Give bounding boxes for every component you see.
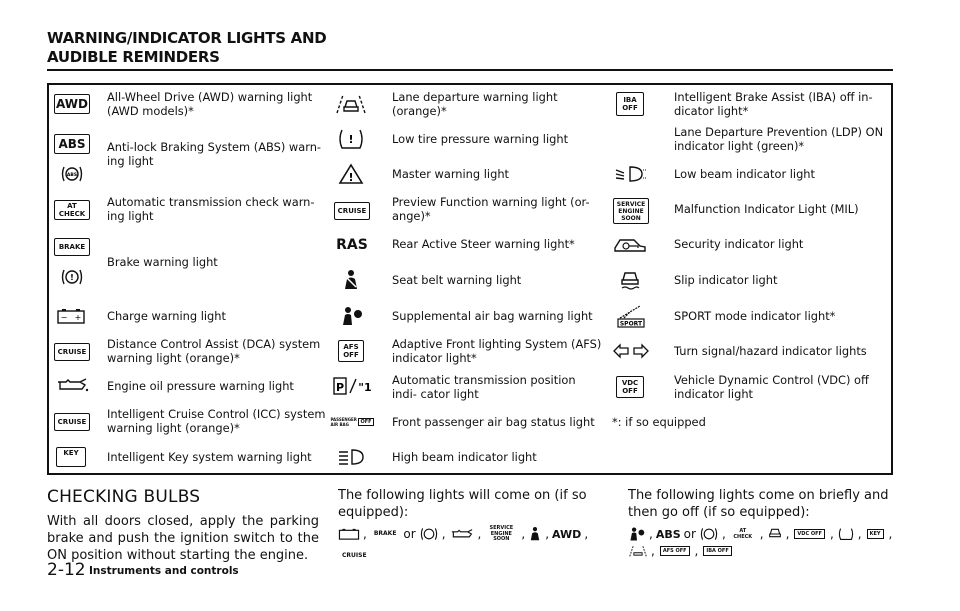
sport-mode-icon	[616, 304, 646, 328]
list-item: Automatic transmission position indi- cator light	[392, 373, 576, 401]
abs-icon: ABS	[54, 133, 90, 155]
svg-text:!: !	[70, 273, 74, 282]
list-item: All-Wheel Drive (AWD) warning light (AWD models)*	[107, 90, 313, 118]
list-item: Brake warning light	[107, 255, 218, 269]
list-item: Intelligent Cruise Control (ICC) system warning light (orange)*	[107, 407, 326, 435]
list-item: Engine oil pressure warning light	[107, 379, 294, 393]
turn-signal-icon	[612, 342, 650, 360]
header-line-2: AUDIBLE REMINDERS	[47, 48, 220, 66]
list-item: Distance Control Assist (DCA) system warning light (orange)*	[107, 337, 321, 365]
right-paragraph: The following lights come on briefly and then go off (if so equipped):	[628, 488, 889, 520]
lane-departure-icon	[628, 544, 648, 558]
brake-icon: BRAKE	[54, 236, 90, 258]
high-beam-icon	[336, 446, 366, 468]
list-item: Automatic transmission check warn- ing light	[107, 195, 315, 223]
list-item: Adaptive Front lighting System (AFS) indicator light*	[392, 337, 602, 365]
master-warning-icon	[337, 162, 365, 186]
battery-icon	[56, 306, 86, 326]
svg-text:!: !	[348, 133, 354, 146]
page-header	[47, 29, 326, 67]
vdc-off-icon: VDC OFF	[794, 529, 825, 539]
list-item: Slip indicator light	[674, 273, 778, 287]
oil-pressure-icon	[449, 527, 475, 541]
tire-pressure-icon	[336, 127, 366, 151]
list-item: Charge warning light	[107, 309, 226, 323]
list-item: Rear Active Steer warning light*	[392, 237, 575, 251]
svg-text:!: !	[348, 171, 354, 184]
park-position-icon	[332, 376, 372, 396]
low-beam-icon	[614, 164, 648, 184]
list-item: SPORT mode indicator light*	[674, 309, 836, 323]
service-engine-soon-icon: SERVICE ENGINE SOON	[489, 525, 514, 542]
iba-off-icon: IBA OFF	[614, 91, 646, 117]
header-rule	[47, 69, 893, 71]
slip-icon	[767, 526, 783, 542]
list-item: Lane departure warning light (orange)*	[392, 90, 558, 118]
security-icon	[612, 233, 648, 257]
section-title: CHECKING BULBS	[47, 487, 201, 507]
cruise-icon: CRUISE	[54, 341, 90, 363]
cruise-icon: CRUISE	[342, 551, 367, 559]
key-icon: KEY	[867, 529, 884, 539]
list-item: Anti-lock Braking System (ABS) warn- ing light	[107, 140, 322, 168]
abs-icon: ABS	[655, 527, 681, 541]
checking-paragraph: With all doors closed, apply the parking brake and push the ignition switch to the ON position without starting the engine.	[47, 514, 319, 563]
cruise-icon: CRUISE	[334, 201, 370, 221]
slip-icon	[618, 268, 642, 292]
passenger-airbag-icon: PASSENGER AIR BAG OFF	[330, 417, 372, 427]
awd-icon: AWD	[552, 527, 582, 541]
awd-icon: AWD	[54, 93, 90, 115]
lane-departure-icon	[334, 93, 368, 115]
svg-text:−: −	[60, 313, 68, 322]
list-item: Intelligent Key system warning light	[107, 450, 312, 464]
afs-off-icon: AFS OFF	[660, 546, 690, 556]
list-item: Security indicator light	[674, 237, 804, 251]
afs-off-icon: AFS OFF	[336, 339, 366, 363]
mid-paragraph: The following lights will come on (if so equipped):	[338, 488, 587, 520]
at-check-icon: AT CHECK	[733, 528, 753, 540]
airbag-icon	[628, 526, 646, 542]
key-icon: KEY	[56, 446, 86, 468]
svg-text:P: P	[335, 381, 345, 394]
list-item: Preview Function warning light (or- ange)*	[392, 195, 590, 223]
vdc-off-icon: VDC OFF	[614, 375, 646, 399]
list-item: Turn signal/hazard indicator lights	[674, 344, 867, 358]
abs-circle-icon	[60, 162, 84, 186]
oil-pressure-icon	[54, 375, 90, 395]
airbag-icon	[340, 304, 364, 328]
abs-circle-icon	[699, 526, 719, 542]
svg-text:ABS: ABS	[66, 173, 78, 178]
brake-circle-icon	[60, 266, 84, 288]
iba-off-icon: IBA OFF	[703, 546, 731, 556]
ras-icon: RAS	[336, 237, 368, 253]
right-icon-list: , ABS or , AT CHECK , , VDC OFF , , KEY , , AFS OFF , IBA OFF	[628, 526, 898, 558]
list-item: Lane Departure Prevention (LDP) ON indicator light (green)*	[674, 125, 884, 153]
list-item: Vehicle Dynamic Control (VDC) off indicator light	[674, 373, 869, 401]
list-item: Master warning light	[392, 167, 509, 181]
list-item: Low beam indicator light	[674, 167, 815, 181]
seatbelt-icon	[528, 526, 542, 542]
mid-icon-list: , BRAKE or , , SERVICE ENGINE SOON , , AWD , CRUISE	[338, 525, 618, 560]
footnote: *: if so equipped	[612, 415, 706, 429]
battery-icon	[338, 527, 360, 541]
list-item: Front passenger air bag status light	[392, 415, 595, 429]
list-item: High beam indicator light	[392, 450, 537, 464]
svg-text:+: +	[74, 313, 82, 322]
brake-circle-icon	[419, 526, 439, 542]
tire-pressure-icon	[837, 526, 855, 542]
page-number: 2-12	[47, 560, 86, 580]
list-item: Low tire pressure warning light	[392, 132, 569, 146]
list-item: Seat belt warning light	[392, 273, 522, 287]
seatbelt-icon	[340, 268, 362, 292]
cruise-icon: CRUISE	[54, 411, 90, 433]
section-name: Instruments and controls	[89, 565, 239, 577]
list-item: Intelligent Brake Assist (IBA) off in- dicator light*	[674, 90, 873, 118]
brake-icon: BRAKE	[373, 530, 397, 538]
service-engine-soon-icon: SERVICE ENGINE SOON	[612, 197, 650, 225]
list-item: Malfunction Indicator Light (MIL)	[674, 202, 859, 216]
at-check-icon: AT CHECK	[54, 199, 90, 221]
svg-text:SPORT: SPORT	[619, 320, 643, 328]
svg-text:"1: "1	[358, 381, 372, 394]
header-line-1: WARNING/INDICATOR LIGHTS AND	[47, 29, 327, 47]
list-item: Supplemental air bag warning light	[392, 309, 593, 323]
